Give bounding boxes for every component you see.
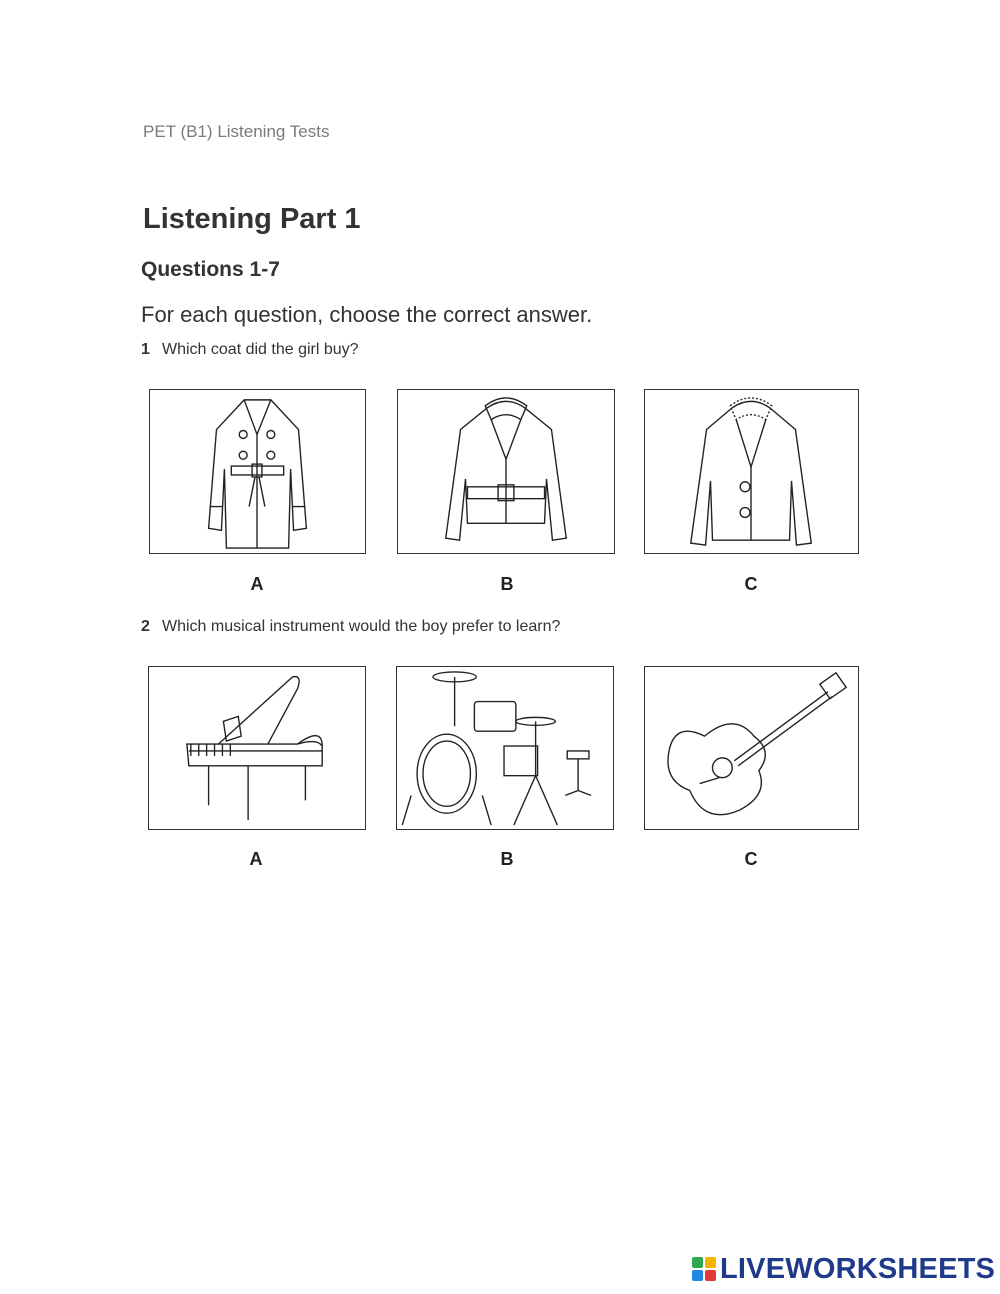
option-2c[interactable]: [644, 666, 859, 830]
page-title: Listening Part 1: [143, 203, 361, 235]
option-2b[interactable]: [396, 666, 614, 830]
question-number: 2: [141, 618, 150, 635]
trench-coat-icon: [150, 390, 365, 553]
option-label-a: A: [250, 574, 264, 594]
option-1a[interactable]: [149, 389, 366, 554]
option-label-c: C: [744, 849, 758, 869]
question-1: [141, 341, 359, 359]
option-2a[interactable]: [148, 666, 366, 830]
option-1b[interactable]: [397, 389, 615, 554]
liveworksheets-logo: [692, 1252, 995, 1286]
belted-jacket-icon: [398, 390, 614, 553]
buttoned-jacket-icon: [645, 390, 858, 553]
drum-kit-icon: [397, 667, 613, 829]
logo-icon: [692, 1257, 716, 1281]
question-text: Which coat did the girl buy?: [162, 341, 359, 358]
option-label-c: C: [744, 574, 758, 594]
header-note: PET (B1) Listening Tests: [143, 122, 330, 141]
acoustic-guitar-icon: [645, 667, 858, 829]
instruction: For each question, choose the correct answer.: [141, 302, 593, 327]
question-2: [141, 618, 560, 636]
logo-text: LIVEWORKSHEETS: [720, 1252, 996, 1285]
option-label-a: A: [249, 849, 263, 869]
question-text: Which musical instrument would the boy prefer to learn?: [162, 618, 561, 635]
grand-piano-icon: [149, 667, 365, 829]
questions-range: Questions 1-7: [141, 258, 280, 281]
option-label-b: B: [500, 574, 514, 594]
question-number: 1: [141, 341, 150, 358]
option-1c[interactable]: [644, 389, 859, 554]
option-label-b: B: [500, 849, 514, 869]
